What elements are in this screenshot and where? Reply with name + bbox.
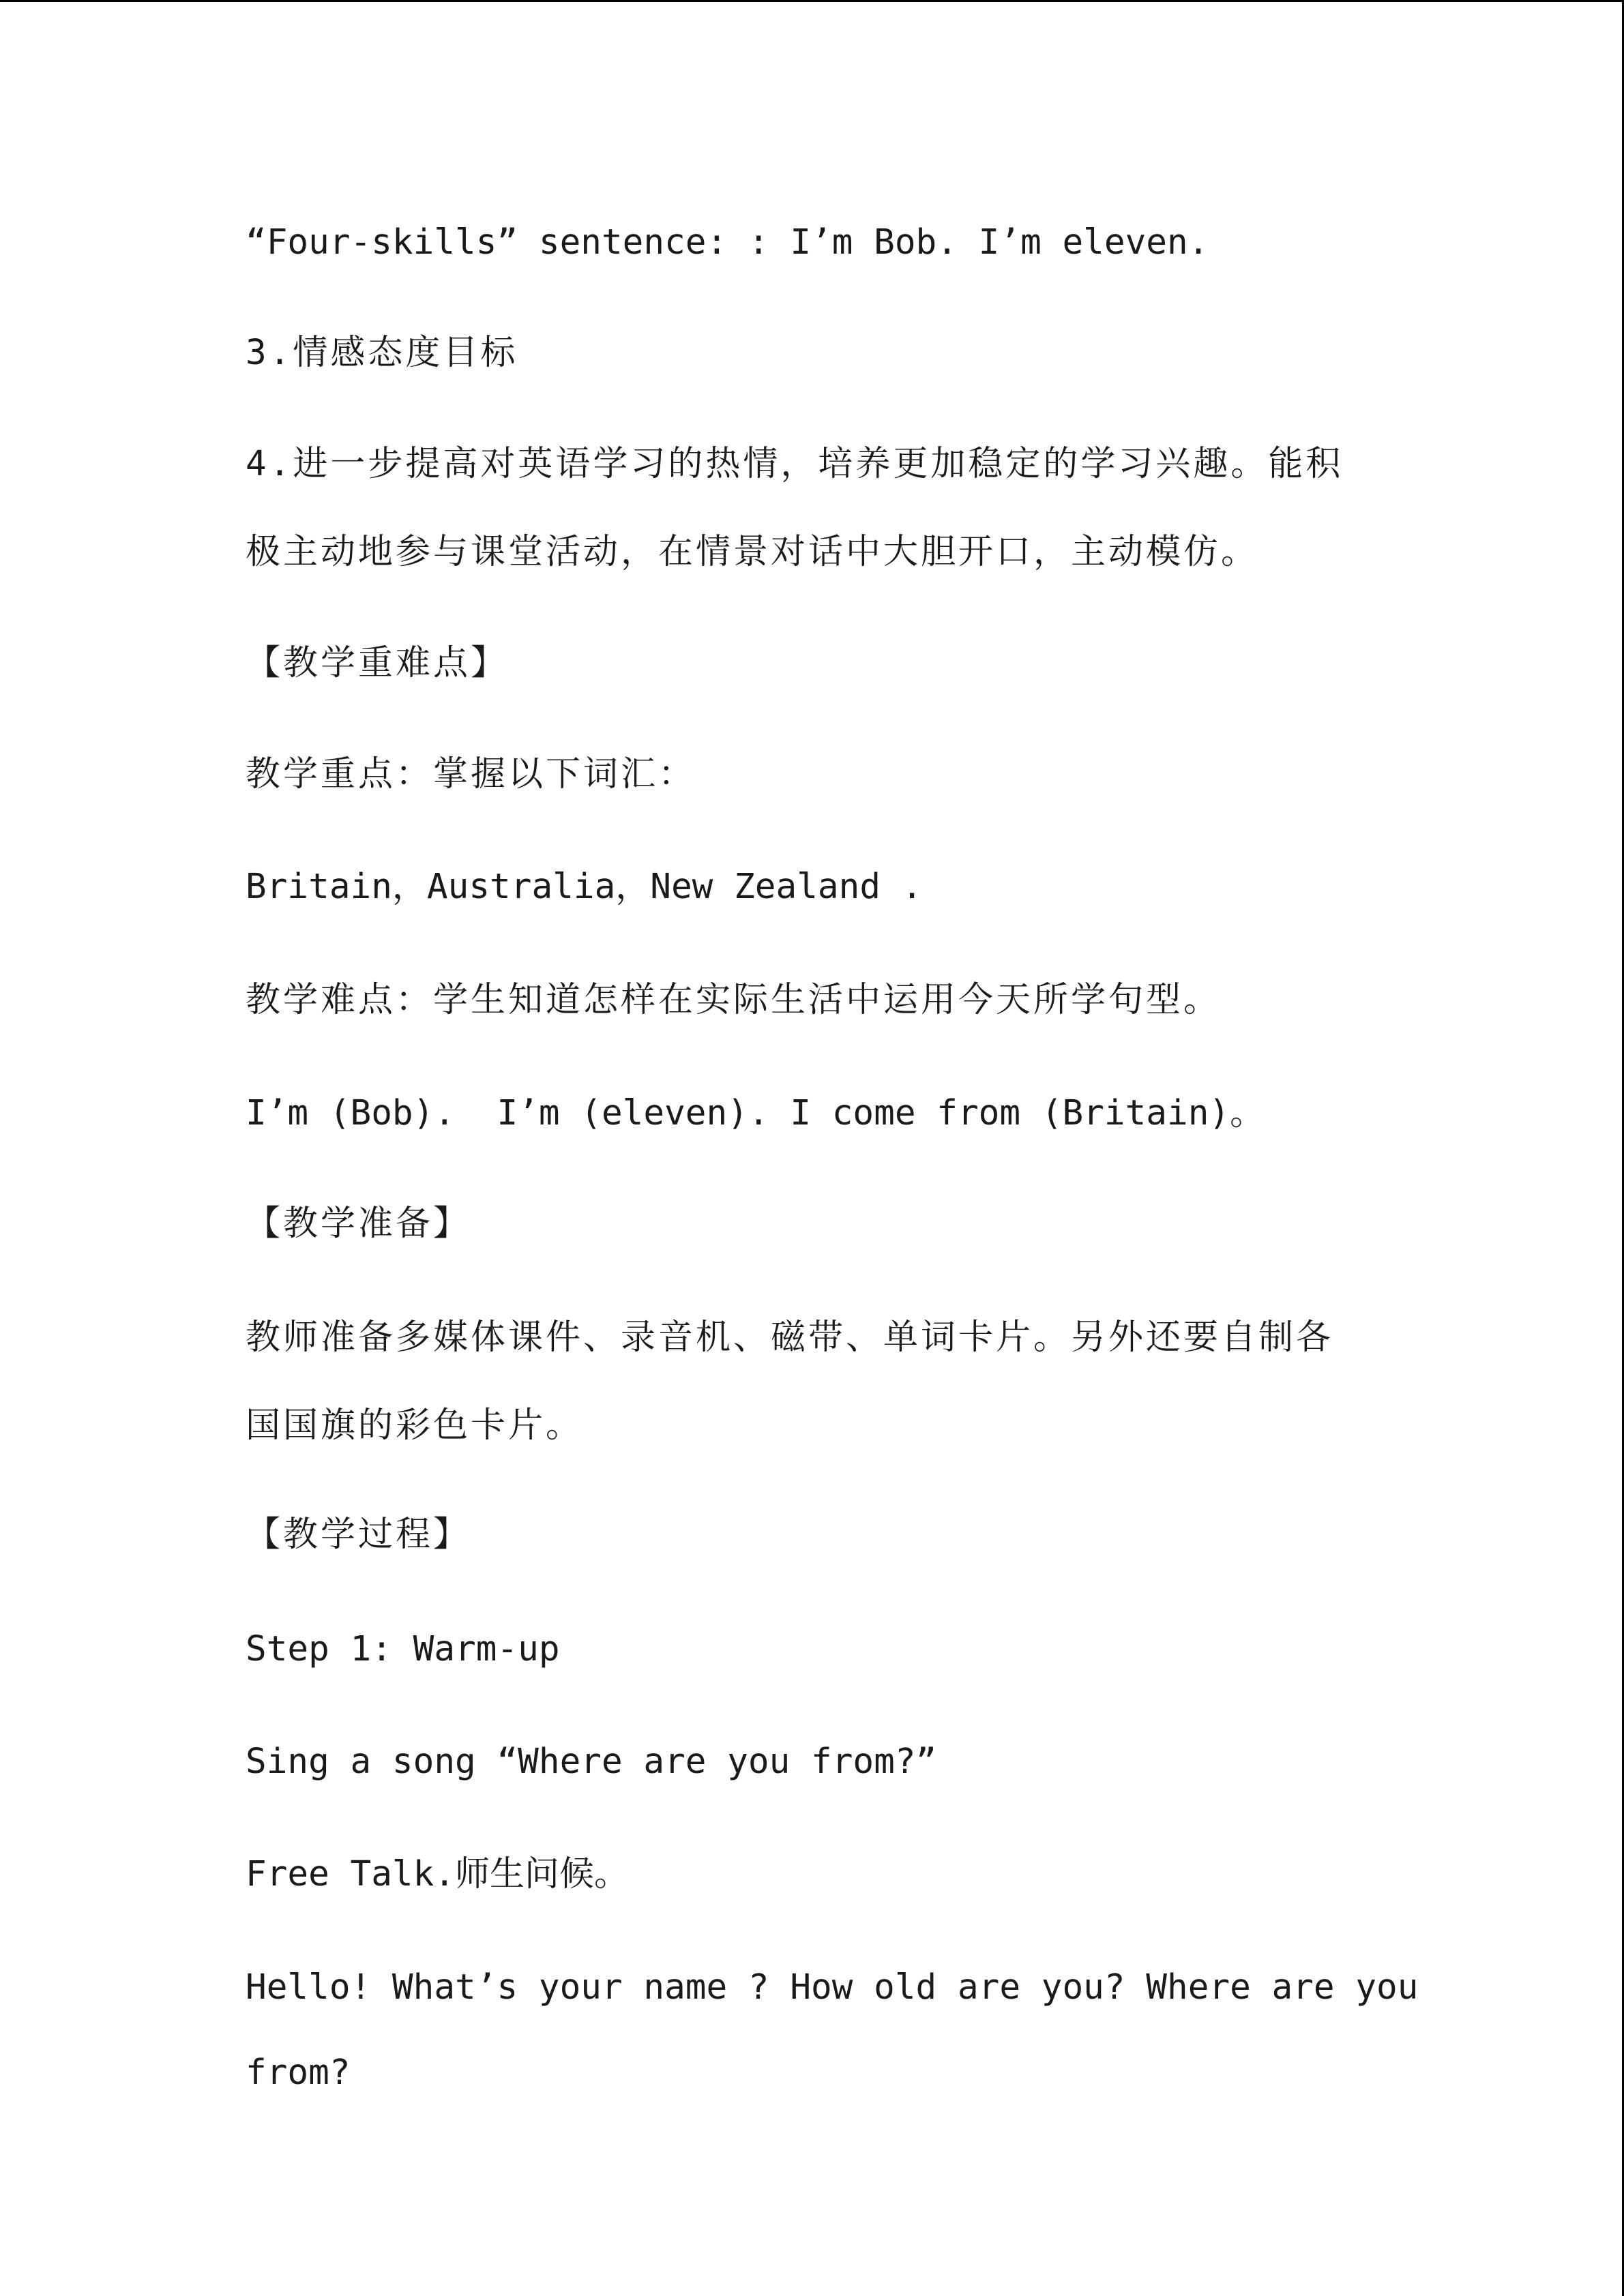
sing-song-line: Sing a song “Where are you from?” <box>246 1742 937 1782</box>
four-skills-sentence-line: “Four-skills” sentence: : I’m Bob. I’m eleven. <box>246 222 1209 263</box>
difficult-points-line: 教学难点：学生知道怎样在实际生活中运用今天所学句型。 <box>246 980 1222 1020</box>
goal-4-line-2: 极主动地参与课堂活动，在情景对话中大胆开口，主动模仿。 <box>246 532 1259 572</box>
free-talk-line: Free Talk.师生问候。 <box>246 1854 630 1894</box>
teaching-process-heading: 【教学过程】 <box>246 1515 471 1555</box>
preparation-line-2: 国国旗的彩色卡片。 <box>246 1405 584 1446</box>
teaching-preparation-heading: 【教学准备】 <box>246 1204 471 1244</box>
sentence-pattern-line: I’m (Bob). I’m (eleven). I come from (Britain)。 <box>246 1093 1265 1133</box>
preparation-line-1: 教师准备多媒体课件、录音机、磁带、单词卡片。另外还要自制各 <box>246 1317 1334 1358</box>
goal-4-line-1: 4.进一步提高对英语学习的热情，培养更加稳定的学习兴趣。能积 <box>246 444 1344 484</box>
greeting-questions-line-2: from? <box>246 2053 351 2093</box>
key-points-line: 教学重点：掌握以下词汇： <box>246 754 696 794</box>
key-difficult-points-heading: 【教学重难点】 <box>246 643 509 683</box>
vocabulary-line: Britain，Australia，New Zealand . <box>246 867 923 907</box>
emotional-goal-heading: 3.情感态度目标 <box>246 333 518 373</box>
greeting-questions-line-1: Hello! What’s your name ? How old are you? Where are you <box>246 1967 1419 2008</box>
step-1-line: Step 1: Warm-up <box>246 1629 560 1669</box>
